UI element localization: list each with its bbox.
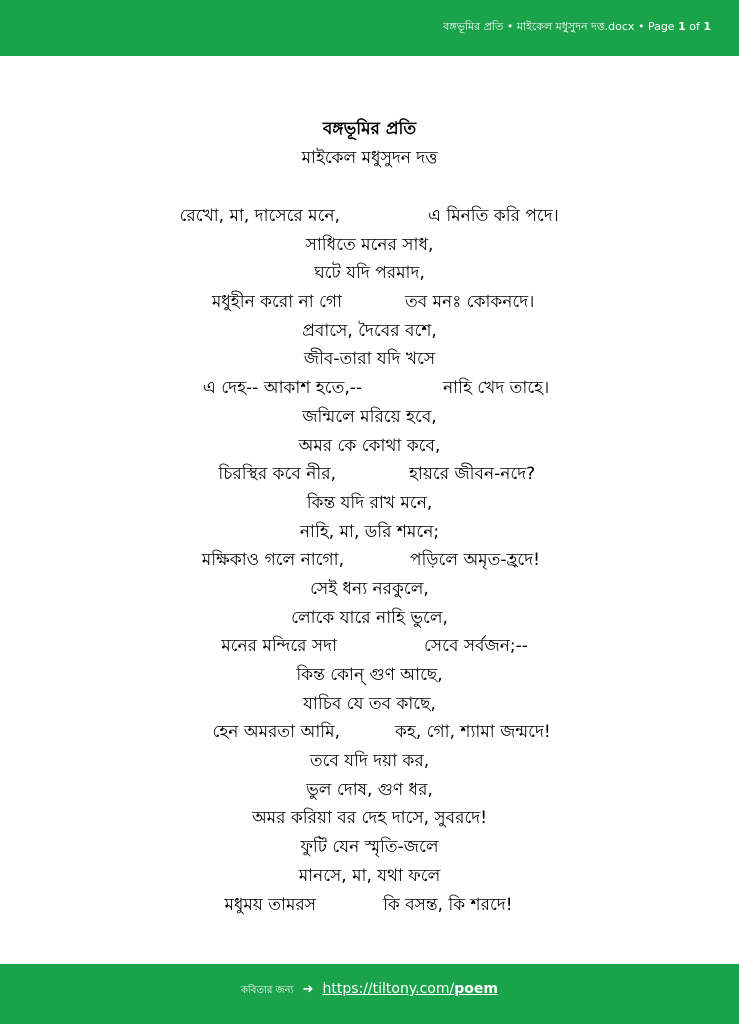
- poem-line-text: ঘটে যদি পরমাদ,: [314, 263, 425, 284]
- poem-line-right: এ মিনতি করি পদে।: [428, 206, 559, 226]
- poem-line: [0, 202, 739, 231]
- poem-line: [0, 575, 739, 604]
- poem-line: [0, 231, 739, 260]
- poem-line-left: মধুময় তামরস: [224, 894, 316, 915]
- poem-line-text: লোকে যারে নাহি ভুলে,: [291, 607, 448, 628]
- poem-line: [0, 891, 739, 920]
- poem-line-text: সাধিতে মনের সাধ,: [305, 234, 434, 255]
- poem-line: [0, 718, 739, 747]
- poem-line: [0, 489, 739, 518]
- poem-line-text: অমর কে কোথা কবে,: [298, 435, 441, 456]
- header-page-current: 1: [678, 20, 686, 33]
- poem-line-text: তবে যদি দয়া কর,: [309, 751, 430, 772]
- poem-line-left: মধুহীন করো না গো: [211, 292, 342, 313]
- poem-line: [0, 403, 739, 432]
- poem-line-text: নাহি, মা, ডরি শমনে;: [299, 521, 440, 542]
- poem-line: [0, 661, 739, 690]
- poem-line-right: হায়রে জীবন-নদে?: [409, 464, 536, 485]
- header-page-total: 1: [703, 20, 711, 33]
- poem-body: [0, 202, 739, 919]
- poem-line-right: সেবে সর্বজন;--: [424, 636, 528, 657]
- poem-line-right: কহ, গো, শ্যামা জন্মদে!: [395, 722, 551, 743]
- poem-line-left: এ দেহ-- আকাশ হতে,--: [202, 378, 362, 399]
- header-file-name: মাইকেল মধুসুদন দত্ত.docx: [516, 20, 635, 33]
- poem-line: [0, 862, 739, 891]
- poem-line: [0, 604, 739, 633]
- poem-line: [0, 288, 739, 317]
- footer-content: [0, 978, 739, 1000]
- poem-line-text: প্রবাসে, দৈবের বশে,: [302, 320, 437, 341]
- header-text: [443, 18, 711, 37]
- poem-line-text: মানসে, মা, যথা ফলে: [298, 865, 441, 886]
- poem-line: [0, 432, 739, 461]
- poem-line: [0, 259, 739, 288]
- footer-label: কবিতার জন্য: [241, 985, 294, 996]
- poem-line-text: জন্মিলে মরিয়ে হবে,: [302, 406, 437, 427]
- footer-bar: [0, 964, 739, 1024]
- poem-line: [0, 317, 739, 346]
- poem-line: [0, 804, 739, 833]
- poem-line: [0, 374, 739, 403]
- poem-line-right: তব মনঃ কোকনদে।: [405, 292, 535, 313]
- header-page-label: Page: [647, 20, 675, 33]
- poem-line-text: কিন্ত যদি রাখ মনে,: [306, 492, 433, 513]
- header-bar: [0, 0, 739, 56]
- poem-line: [0, 776, 739, 805]
- arrow-right-icon: ➜: [302, 982, 314, 997]
- footer-link[interactable]: [322, 981, 497, 997]
- header-separator-1: •: [506, 20, 514, 33]
- poem-title: বঙ্গভূমির প্রতি: [322, 119, 417, 139]
- poem-author: মাইকেল মধুসুদন দত্ত: [301, 148, 438, 168]
- poem-line-left: চিরস্থির কবে নীর,: [218, 464, 336, 485]
- poem-line: [0, 747, 739, 776]
- poem-line-text: কিন্ত কোন্ গুণ আছে,: [296, 665, 443, 685]
- poem-line-right: পড়িলে অমৃত-হ্রদে!: [410, 550, 540, 571]
- poem-line: [0, 518, 739, 547]
- poem-line-text: অমর করিয়া বর দেহ দাসে, সুবরদে!: [251, 808, 488, 829]
- poem-line-right: নাহি খেদ তাহে।: [443, 378, 550, 399]
- poem-line-left: মনের মন্দিরে সদা: [221, 636, 337, 657]
- poem-line: [0, 833, 739, 862]
- poem-line: [0, 546, 739, 575]
- poem-line-left: রেখো, মা, দাসেরে মনে,: [179, 206, 340, 226]
- poem-line: [0, 345, 739, 374]
- poem-line-left: হেন অমরতা আমি,: [212, 722, 340, 743]
- poem-line-text: ফুটি যেন স্মৃতি-জলে: [300, 837, 439, 858]
- poem-line: [0, 632, 739, 661]
- footer-link-prefix: https://tiltony.com/: [322, 981, 455, 997]
- poem-line-text: ভুল দোষ, গুণ ধর,: [306, 779, 433, 800]
- header-doc-title: বঙ্গভূমির প্রতি: [443, 20, 504, 33]
- header-separator-2: •: [637, 20, 645, 33]
- poem-line-right: কি বসন্ত, কি শরদে!: [383, 894, 513, 915]
- poem-line-text: সেই ধন্য নরকুলে,: [310, 578, 429, 599]
- poem-line-text: জীব-তারা যদি খসে: [303, 349, 436, 370]
- poem-line-text: যাচিব যে তব কাছে,: [303, 693, 436, 714]
- poem-line: [0, 690, 739, 719]
- poem-line: [0, 460, 739, 489]
- header-page-of: of: [689, 20, 700, 33]
- poem-line-left: মক্ষিকাও গলে নাগো,: [201, 550, 344, 571]
- footer-link-bold: poem: [454, 981, 498, 997]
